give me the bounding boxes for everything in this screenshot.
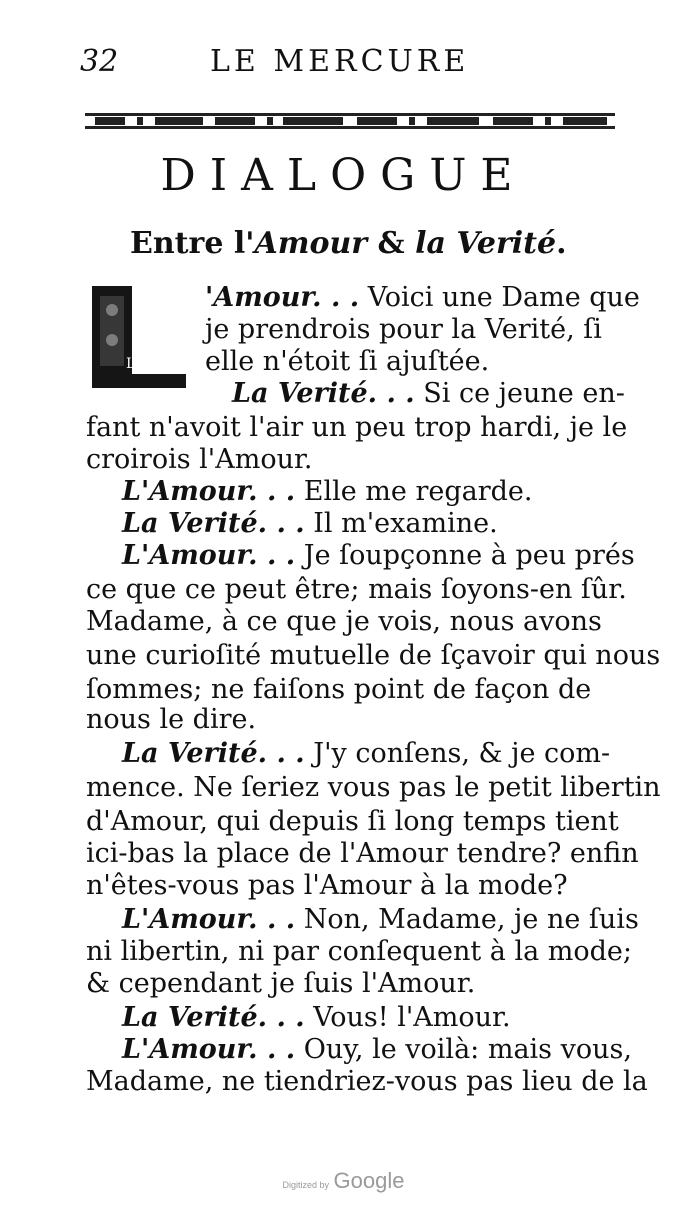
- digitized-label: Digitized by: [282, 1180, 330, 1190]
- text-line: mence. Ne ſeriez vous pas le petit libertin: [86, 772, 661, 803]
- text-line: nous le dire.: [86, 704, 257, 735]
- ornament-rule: [85, 108, 615, 134]
- drop-cap-letter: L: [126, 356, 136, 372]
- text-line: & cependant je ſuis l'Amour.: [86, 968, 476, 999]
- running-title: LE MERCURE: [210, 44, 470, 79]
- subtitle-speaker-verite: la Verité: [415, 226, 557, 261]
- text-line: d'Amour, qui depuis ſi long temps tient: [86, 806, 619, 837]
- text-line: ni libertin, ni par conſequent à la mode;: [86, 936, 632, 967]
- text-line: ici-bas la place de l'Amour tendre? enfin: [86, 838, 639, 869]
- subtitle-speaker-amour: Amour: [254, 226, 368, 261]
- text-line: croirois l'Amour.: [86, 444, 313, 475]
- text-line: La Verité. . . Il m'examine.: [122, 508, 498, 539]
- page-number: 32: [80, 44, 119, 79]
- text-line: Madame, ne tiendriez-vous pas lieu de la: [86, 1066, 648, 1097]
- text-line: L'Amour. . . Non, Madame, je ne ſuis: [122, 904, 639, 935]
- digitized-watermark: [0, 1168, 687, 1194]
- text-line: ce que ce peut être; mais ſoyons-en ſûr.: [86, 574, 627, 605]
- drop-cap-ornament: [86, 282, 192, 392]
- text-line: 'Amour. . . Voici une Dame que: [205, 282, 640, 313]
- google-logo: Google: [333, 1168, 405, 1193]
- subtitle-conjunction: &: [367, 226, 416, 261]
- text-line: ſommes; ne faiſons point de façon de: [86, 674, 592, 705]
- dialogue-title: DIALOGUE: [160, 150, 527, 201]
- dialogue-subtitle: [130, 226, 567, 261]
- text-line: elle n'étoit ſi ajuſtée.: [205, 346, 490, 377]
- text-line: je prendrois pour la Verité, ſi: [205, 314, 602, 345]
- text-line: n'êtes-vous pas l'Amour à la mode?: [86, 870, 568, 901]
- text-line: L'Amour. . . Je ſoupçonne à peu prés: [122, 540, 635, 571]
- subtitle-end: .: [556, 226, 567, 261]
- text-line: Madame, à ce que je vois, nous avons: [86, 606, 602, 637]
- text-line: une curioſité mutuelle de ſçavoir qui nous: [86, 640, 661, 671]
- text-line: La Verité. . . J'y conſens, & je com-: [122, 738, 611, 769]
- text-line: La Verité. . . Vous! l'Amour.: [122, 1002, 511, 1033]
- text-line: L'Amour. . . Ouy, le voilà: mais vous,: [122, 1034, 632, 1065]
- text-line: L'Amour. . . Elle me regarde.: [122, 476, 533, 507]
- text-line: La Verité. . . Si ce jeune en-: [232, 378, 625, 409]
- text-line: fant n'avoit l'air un peu trop hardi, je le: [86, 412, 628, 443]
- subtitle-prefix: Entre l': [130, 226, 255, 261]
